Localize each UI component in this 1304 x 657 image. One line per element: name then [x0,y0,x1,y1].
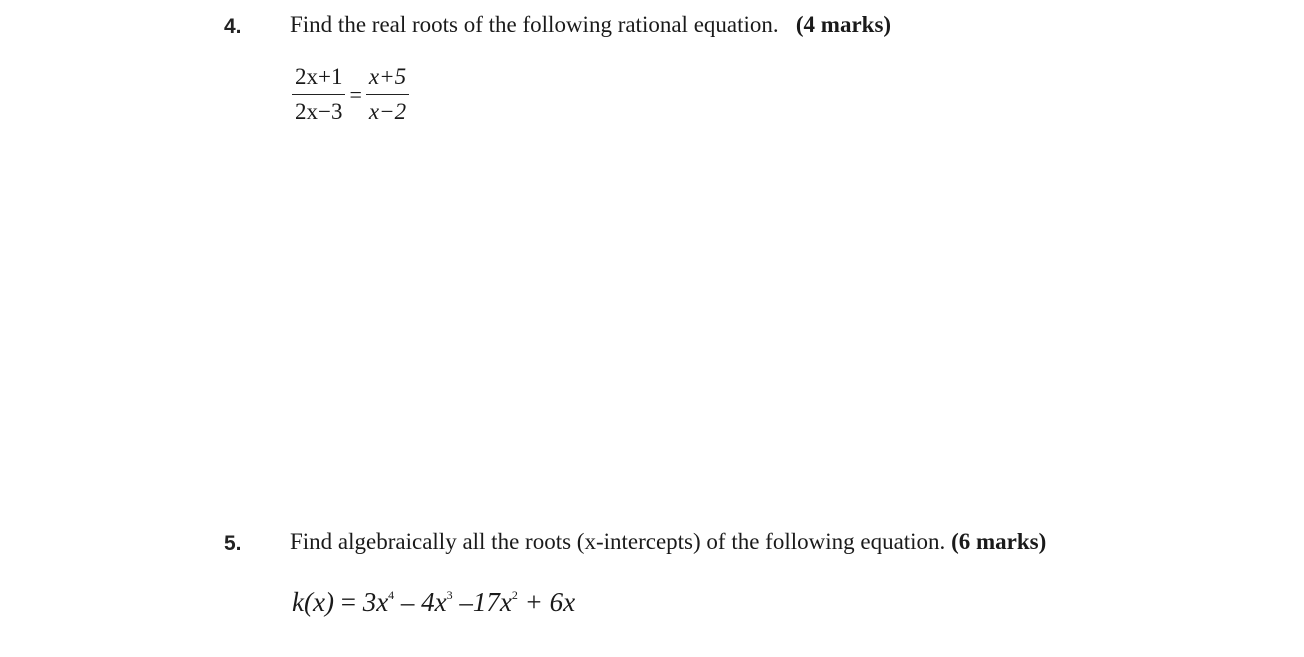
marks-label: (4 marks) [795,12,892,37]
equals-sign: = [340,587,356,617]
term-4: + 6x [524,587,576,617]
exponent-3: 2 [511,588,518,602]
question-number: 4. [224,15,242,38]
question-prompt [290,529,1046,555]
right-denominator: x−2 [368,99,407,125]
left-denominator: 2x−3 [295,99,343,125]
right-fraction [366,64,409,125]
polynomial-equation [292,587,575,618]
question-number: 5. [224,532,242,555]
term-2: – 4x [400,587,447,617]
function-name: k(x) [292,587,334,617]
prompt-text: Find algebraically all the roots (x-intercepts) of the following equation. [290,529,946,554]
left-fraction [292,64,345,125]
exponent-2: 3 [446,588,453,602]
term-3: –17x [459,587,512,617]
question-prompt [290,12,891,38]
exponent-1: 4 [388,588,395,602]
marks-label: (6 marks) [951,529,1047,554]
rational-equation [292,64,409,125]
term-1: 3x [362,587,389,617]
equals-sign: = [349,81,362,107]
right-numerator: x+5 [368,64,407,89]
prompt-text: Find the real roots of the following rational equation. [290,12,779,37]
left-numerator: 2x+1 [295,64,343,89]
